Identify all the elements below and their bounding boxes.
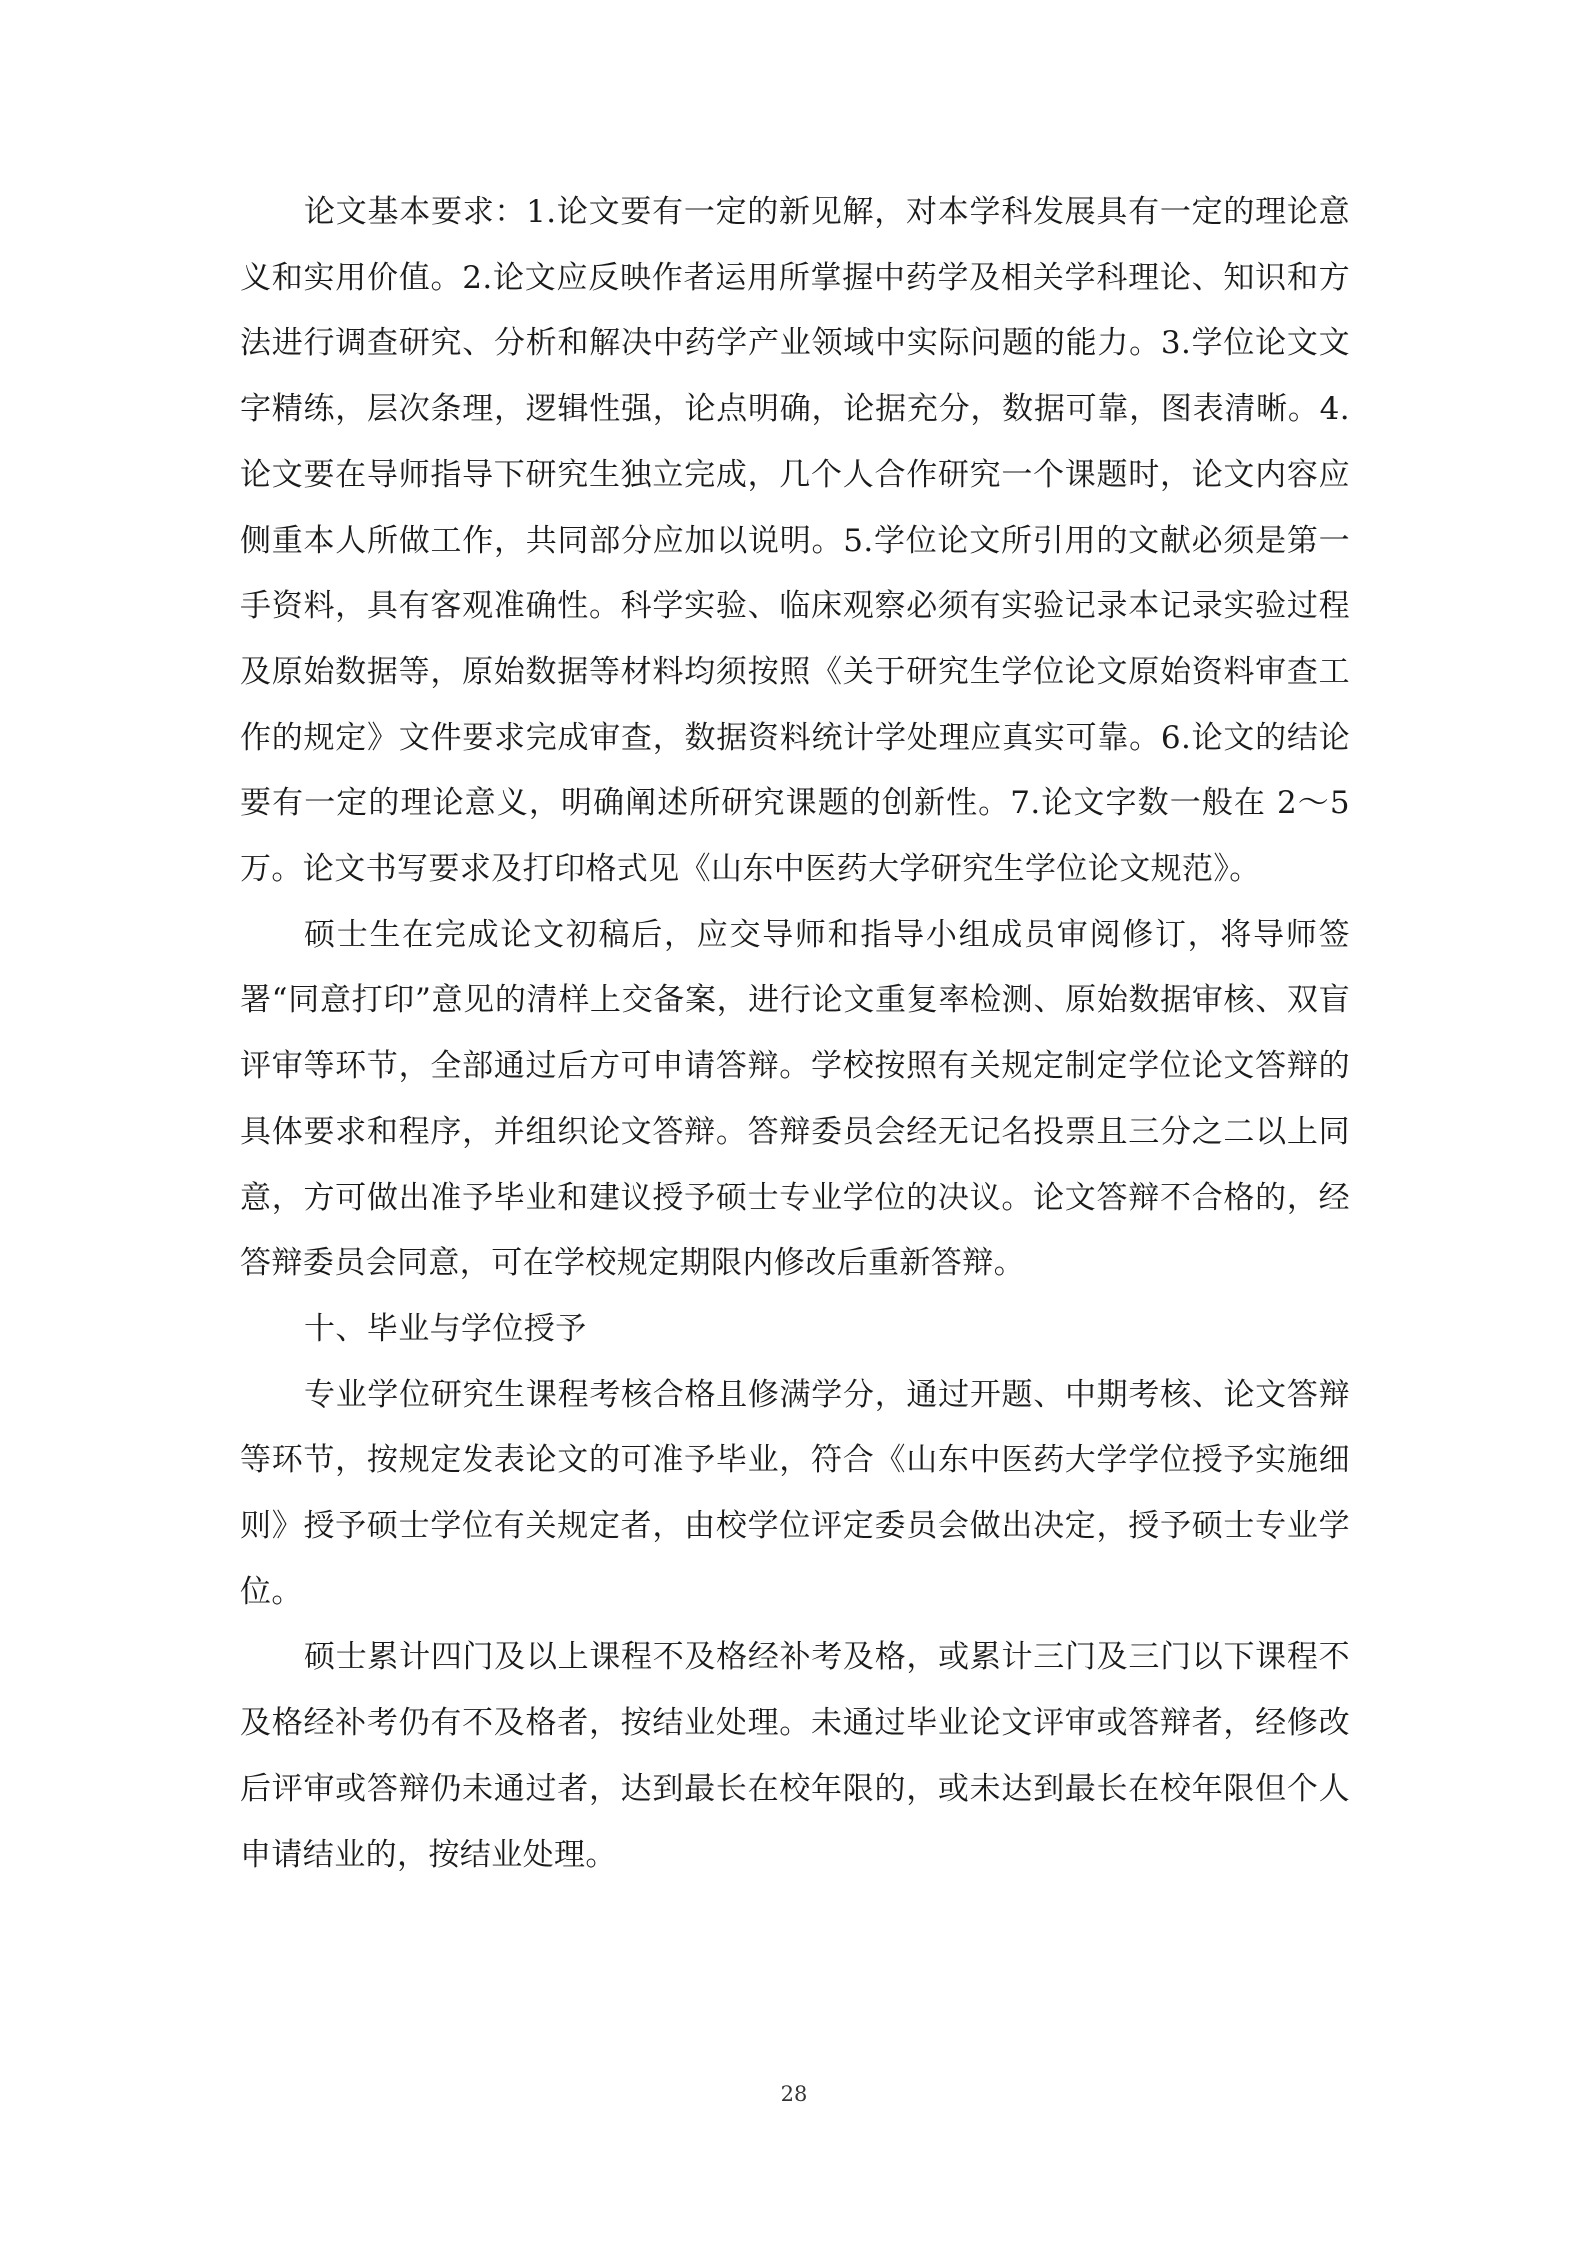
section-heading-graduation-degree: 十、毕业与学位授予 (304, 1310, 587, 1347)
paragraph-completion-conditions: 硕士累计四门及以上课程不及格经补考及格，或累计三门及三门以下课程不及格经补考仍有不及格者，按结业处理。未通过毕业论文评审或答辩者，经修改后评审或答辩仍未通过者，达到最长在校年限的，或未达到最长在校年限但个人申请结业的，按结业处理。 (240, 1639, 1350, 1873)
paragraph-graduation-conditions: 专业学位研究生课程考核合格且修满学分，通过开题、中期考核、论文答辩等环节，按规定发表论文的可准予毕业，符合《山东中医药大学学位授予实施细则》授予硕士学位有关规定者，由校学位评定委员会做出决定，授予硕士专业学位。 (240, 1376, 1350, 1610)
page-number: 28 (780, 2082, 808, 2106)
page-body (240, 180, 1350, 1888)
paragraph-thesis-requirements: 论文基本要求：1.论文要有一定的新见解，对本学科发展具有一定的理论意义和实用价值。2.论文应反映作者运用所掌握中药学及相关学科理论、知识和方法进行调查研究、分析和解决中药学产业领域中实际问题的能力。3.学位论文文字精练，层次条理，逻辑性强，论点明确，论据充分，数据可靠，图表清晰。4.论文要在导师指导下研究生独立完成，几个人合作研究一个课题时，论文内容应侧重本人所做工作，共同部分应加以说明。5.学位论文所引用的文献必须是第一手资料，具有客观准确性。科学实验、临床观察必须有实验记录本记录实验过程及原始数据等，原始数据等材料均须按照《关于研究生学位论文原始资料审查工作的规定》文件要求完成审查，数据资料统计学处理应真实可靠。6.论文的结论要有一定的理论意义，明确阐述所研究课题的创新性。7.论文字数一般在 2～5 万。论文书写要求及打印格式见《山东中医药大学研究生学位论文规范》。 (240, 194, 1350, 888)
paragraph-defense-process: 硕士生在完成论文初稿后，应交导师和指导小组成员审阅修订，将导师签署“同意打印”意见的清样上交备案，进行论文重复率检测、原始数据审核、双盲评审等环节，全部通过后方可申请答辩。学校按照有关规定制定学位论文答辩的具体要求和程序，并组织论文答辩。答辩委员会经无记名投票且三分之二以上同意，方可做出准予毕业和建议授予硕士专业学位的决议。论文答辩不合格的，经答辩委员会同意，可在学校规定期限内修改后重新答辩。 (240, 916, 1350, 1282)
